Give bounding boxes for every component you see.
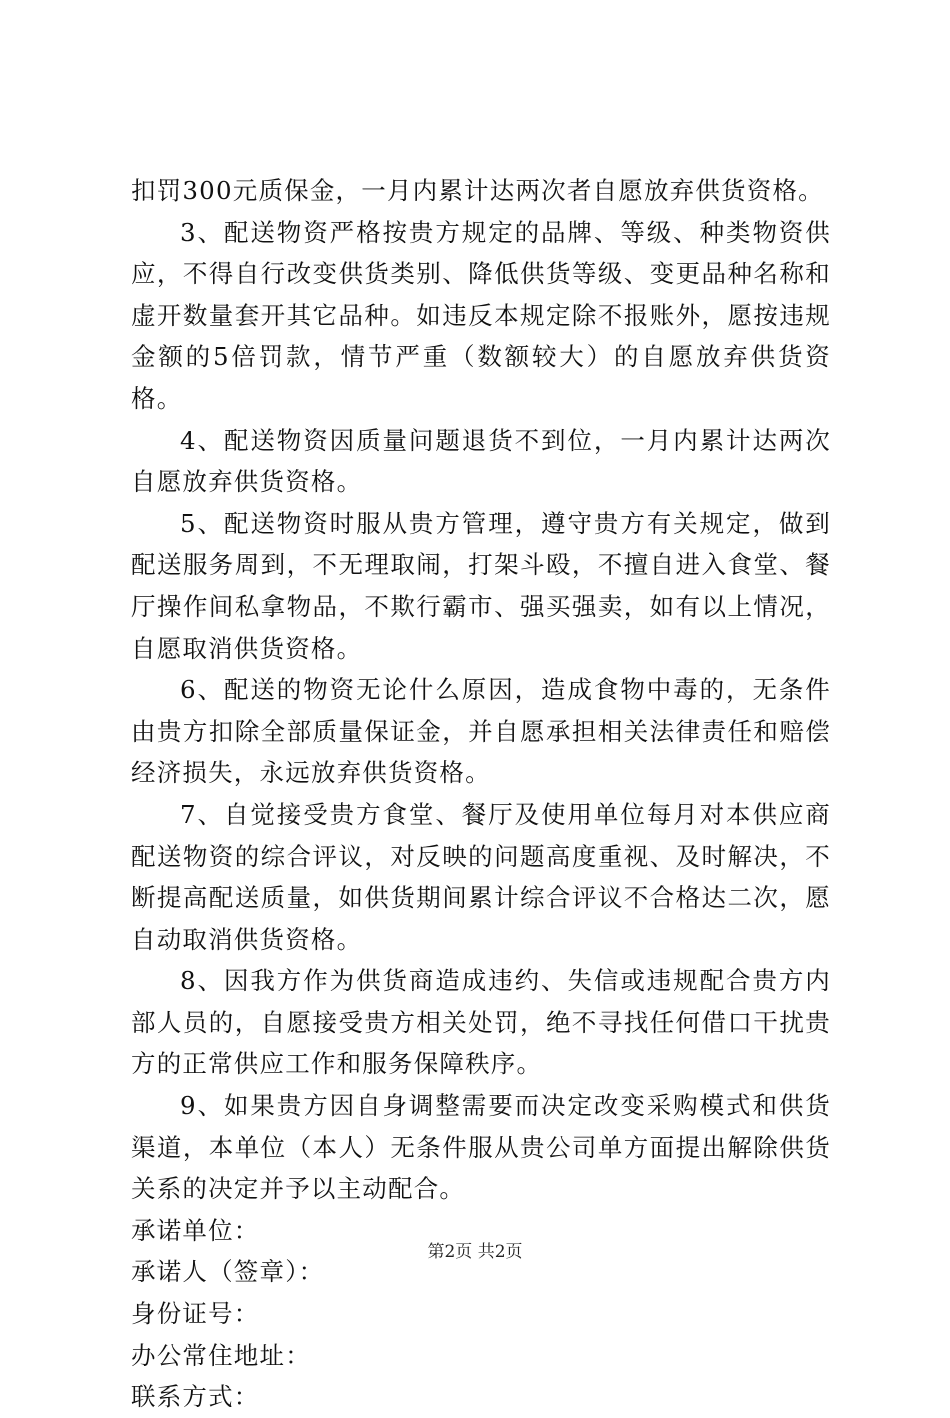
paragraph-item-6: 6、配送的物资无论什么原因，造成食物中毒的，无条件由贵方扣除全部质量保证金，并自愿承担相关法律责任和赔偿经济损失，永远放弃供货资格。 bbox=[131, 675, 831, 788]
paragraph-item-7: 7、自觉接受贵方食堂、餐厅及使用单位每月对本供应商配送物资的综合评议，对反映的问题高度重视、及时解决，不断提高配送质量，如供货期间累计综合评议不合格达二次，愿自动取消供货资格。 bbox=[131, 799, 831, 954]
document-body bbox=[131, 170, 831, 1418]
signature-id-label: 身份证号： bbox=[131, 1299, 260, 1329]
paragraph-item-9: 9、如果贵方因自身调整需要而决定改变采购模式和供货渠道，本单位（本人）无条件服从贵公司单方面提出解除供货关系的决定并予以主动配合。 bbox=[131, 1091, 831, 1204]
signature-address-label: 办公常住地址： bbox=[131, 1340, 311, 1370]
page-number: 第2页 共2页 bbox=[427, 1242, 523, 1262]
paragraph-item-8: 8、因我方作为供货商造成违约、失信或违规配合贵方内部人员的，自愿接受贵方相关处罚，绝不寻找任何借口干扰贵方的正常供应工作和服务保障秩序。 bbox=[131, 966, 831, 1079]
paragraph-continuation: 扣罚300元质保金，一月内累计达两次者自愿放弃供货资格。 bbox=[131, 176, 824, 205]
page-footer bbox=[0, 1240, 950, 1264]
signature-person-label: 承诺人（签章）： bbox=[131, 1257, 325, 1287]
signature-unit-label: 承诺单位： bbox=[131, 1215, 260, 1245]
signature-contact-label: 联系方式： bbox=[131, 1382, 260, 1412]
paragraph-item-4: 4、配送物资因质量问题退货不到位，一月内累计达两次自愿放弃供货资格。 bbox=[131, 425, 831, 497]
paragraph-item-3: 3、配送物资严格按贵方规定的品牌、等级、种类物资供应，不得自行改变供货类别、降低供货等级、变更品种名称和虚开数量套开其它品种。如违反本规定除不报账外，愿按违规金额的5倍罚款，情节严重（数额较大）的自愿放弃供货资格。 bbox=[131, 217, 831, 413]
paragraph-item-5: 5、配送物资时服从贵方管理，遵守贵方有关规定，做到配送服务周到，不无理取闹，打架斗殴，不擅自进入食堂、餐厅操作间私拿物品，不欺行霸市、强买强卖，如有以上情况，自愿取消供货资格。 bbox=[131, 508, 831, 663]
